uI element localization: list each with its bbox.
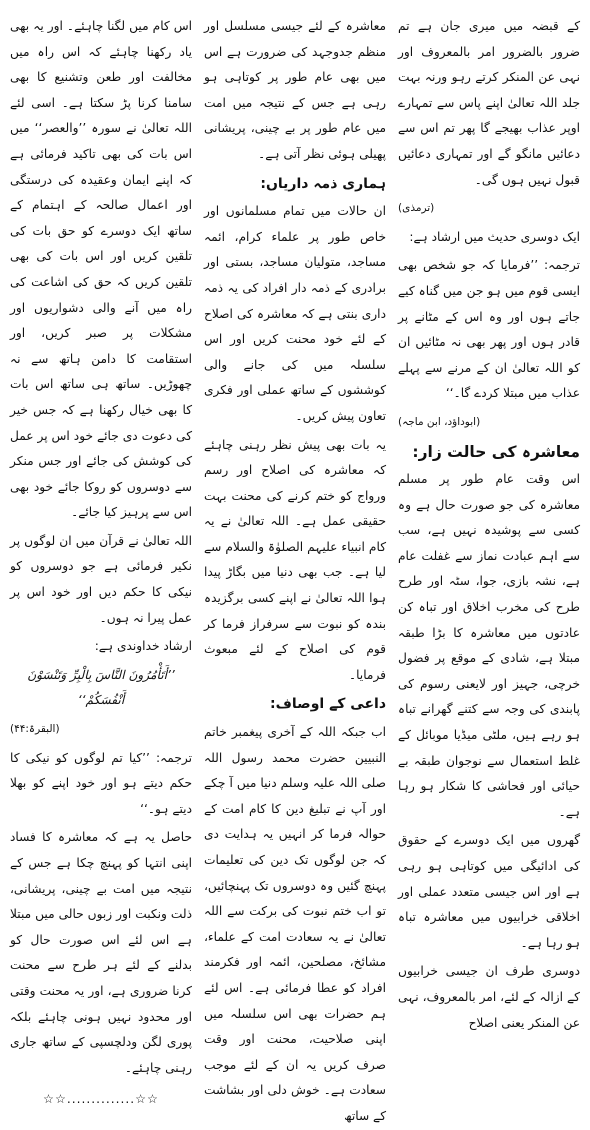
paragraph: معاشرہ کے لئے جیسی مسلسل اور منظم جدوجہد کی ضرورت ہے اس میں بھی عام طور پر کوتاہی ہو رہی ہے جس کے نتیجہ میں امت میں عام طور پر بے چینی، پریشانی پھیلی ہوئی نظر آتی ہے۔ (204, 19, 386, 161)
paragraph: دوسری طرف ان جیسی خرابیوں کے ازالہ کے لئے، امر بالمعروف، نہی عن المنکر یعنی اصلاح (398, 964, 580, 1030)
paragraph: اس وقت عام طور پر مسلم معاشرہ کی جو صورت حال ہے وہ کسی سے پوشیدہ نہیں ہے، سب سے اہم عبادت نماز سے غفلت عام ہے، نشہ بازی، جوا، سٹہ اور طرح طرح کی مخرب اخلاق اور تباہ کن عادتوں میں معاشرہ کا بڑا طبقہ مبتلا ہے، شادی کے موقع پر فضول خرچی، جہیز اور لایعنی رسوم کی پابندی کی وجہ سے کتنے گھرانے تباہ ہو رہے ہیں، ملٹی میڈیا موبائل کے غلط استعمال سے نوجوان طبقہ بے حیائی اور فحاشی کا شکار ہو رہا ہے۔ (398, 472, 580, 819)
paragraph: گھروں میں ایک دوسرے کے حقوق کی ادائیگی میں کوتاہی ہو رہی ہے اور اس جیسی متعدد عملی اور اخلاقی خرابیوں میں معاشرہ تباہ ہو رہا ہے۔ (398, 833, 580, 950)
paragraph: ترجمہ: ’’فرمایا کہ جو شخص بھی ایسی قوم میں ہو جن میں گناہ کیے جاتے ہوں اور وہ اس کے مٹانے پر قادر ہوں اور پھر بھی نہ مٹائیں ان کو اللہ تعالیٰ ان کے مرنے سے پہلے عذاب میں مبتلا کردے گا۔‘‘ (398, 258, 580, 401)
paragraph: یہ بات بھی پیش نظر رہنی چاہئے کہ معاشرہ کی اصلاح اور رسم ورواج کو ختم کرنے کی محنت بہت حقیقی عمل ہے۔ اللہ تعالیٰ نے یہ کام انبیاء علیہم الصلوٰۃ والسلام سے لیا ہے۔ جب بھی دنیا میں بگاڑ پیدا ہوا اللہ تعالیٰ نے اپنے کسی برگزیدہ بندہ کو نبوت سے سرفراز فرما کر قوم کی اصلاح کے لئے مبعوث فرمایا۔ (204, 437, 386, 682)
paragraph: اللہ تعالیٰ نے قرآن میں ان لوگوں پر نکیر فرمائی ہے جو دوسروں کو نیکی کا حکم دیں اور خود اس پر عمل پیرا نہ ہوں۔ (10, 533, 192, 625)
paragraph: اب جبکہ اللہ کے آخری پیغمبر خاتم النبیین حضرت محمد رسول اللہ صلی اللہ علیہ وسلم دنیا میں آ چکے اور آپ نے تبلیغ دین کا کام امت کے حوالہ فرما کر انہیں یہ ہدایت دی کہ جن لوگوں تک دین کی تعلیمات پہنچ گئیں وہ دوسروں تک پہنچائیں، تو اب ختم نبوت کی برکت سے اللہ تعالیٰ نے یہ سعادت امت کے علماء، مشائخ، مصلحین، ائمہ اور فکرمند افراد کو عطا فرمائی ہے۔ اس لئے ہم حضرات بھی اس سلسلہ میں اپنی صلاحیت، محنت اور وقت صرف کریں یہ ان کے لئے موجب سعادت ہے۔ خوش دلی اور بشاشت کے ساتھ (204, 725, 386, 1123)
paragraph: حاصل یہ ہے کہ معاشرہ کا فساد اپنی انتہا کو پہنچ چکا ہے جس کے نتیجہ میں امت بے چینی، پریشانی، ذلت ونکبت اور زبوں حالی میں مبتلا ہے اس لئے اس صورت حال کو بدلنے کے لئے ہر طرح سے محنت کرنا ضروری ہے، اور یہ محنت وقتی اور محدود نہیں ہونی چاہئے بلکہ پوری لگن ودلچسپی کے ساتھ جاری رہنی چاہئے۔ (10, 830, 192, 1075)
column-left (10, 14, 192, 1107)
paragraph: ترجمہ: ’’کیا تم لوگوں کو نیکی کا حکم دیتے ہو اور خود اپنے کو بھلا دیتے ہو۔‘‘ (10, 750, 192, 816)
citation: (ابوداؤد، ابن ماجہ) (398, 415, 481, 428)
citation: (البقرۃ:۴۴) (10, 723, 60, 736)
citation: (ترمذی) (398, 202, 435, 215)
column-middle (204, 14, 386, 1123)
column-right (398, 14, 580, 1030)
paragraph: ان حالات میں تمام مسلمانوں اور خاص طور پر علماء کرام، ائمہ مساجد، متولیان مساجد، بستی اور برادری کے ذمہ دار افراد کی یہ ذمہ داری بنتی ہے کہ معاشرہ کی اصلاح کے لئے خود محنت کریں اور اس سلسلہ میں کی جانے والی کوششوں کے ساتھ عملی اور فکری تعاون پیش کریں۔ (204, 204, 386, 423)
paragraph: کے قبضہ میں میری جان ہے تم ضرور بالضرور امر بالمعروف اور نہی عن المنکر کرتے رہو ورنہ بہت جلد اللہ تعالیٰ اپنے پاس سے تمہارے اوپر عذاب بھیجے گا پھر تم اس سے دعائیں مانگو گے اور تمہاری دعائیں قبول نہیں ہوں گی۔ (398, 19, 580, 187)
section-heading: داعی کے اوصاف: (270, 696, 386, 713)
paragraph: ایک دوسری حدیث میں ارشاد ہے: (409, 229, 580, 244)
paragraph: ارشاد خداوندی ہے: (94, 639, 192, 654)
end-ornament: ☆☆..............☆☆ (43, 1092, 159, 1107)
section-heading: معاشرہ کی حالت زار: (412, 442, 580, 461)
paragraph: اس کام میں لگنا چاہئے۔ اور یہ بھی یاد رکھنا چاہئے کہ اس راہ میں مخالفت اور طعن وتشنیع کا بھی سامنا کرنا پڑ سکتا ہے۔ اسی لئے اللہ تعالیٰ نے سورہ ’’والعصر‘‘ میں اس بات کی بھی تاکید فرمائی ہے کہ اپنے ایمان وعقیدہ کی درستگی اور اعمال صالحہ کے اہتمام کے ساتھ ایک دوسرے کو حق بات کی تلقین کریں اور اس بات کی بھی تلقین کریں کہ حق کی اشاعت کی راہ میں آنے والی دشواریوں اور مشکلات پر صبر کریں، اور استقامت کا دامن ہاتھ سے نہ چھوڑیں۔ ساتھ ہی ساتھ اس بات کا بھی خیال رکھنا ہے کہ جس خیر کی دعوت دی جائے خود اس پر عمل کی کوشش کی جائے اور جس منکر سے دوسروں کو روکا جائے خود بھی اس سے پرہیز کیا جائے۔ (10, 19, 192, 520)
section-heading: ہماری ذمہ داریاں: (260, 175, 386, 192)
quran-verse: ’’أَتَأْمُرُونَ النَّاسَ بِالْبِرِّ وَتَنْسَوْنَ أَنْفُسَكُمْ‘‘ (27, 667, 175, 708)
